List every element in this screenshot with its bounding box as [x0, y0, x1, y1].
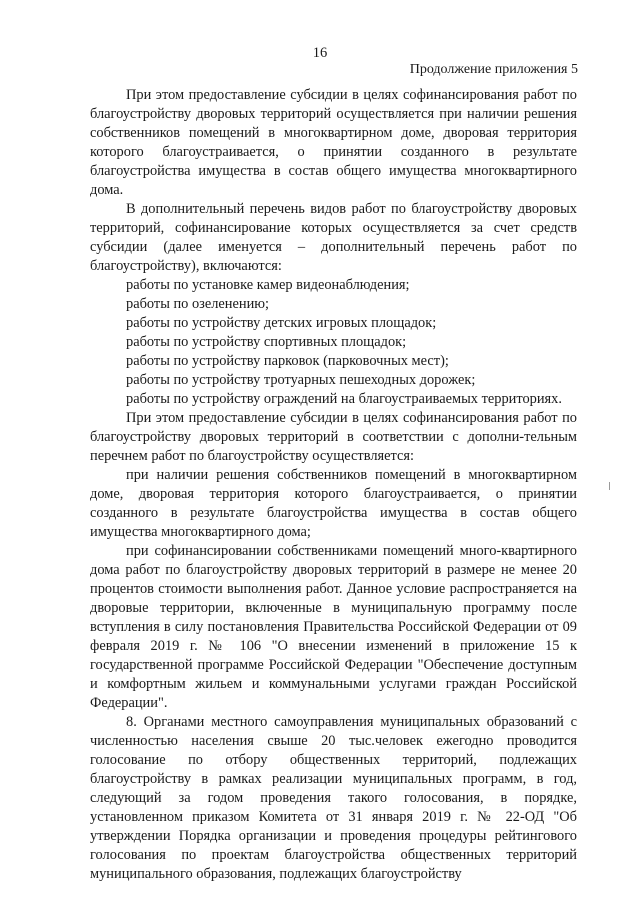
paragraph-subsidy-condition: При этом предоставление субсидии в целях софинансирования работ по благоустройству дворовых территорий осуществляется при наличии решения собственников помещений в многоквартирном доме, дворовая территория которого благоустраивается, о принятии созданного в результате благоустройства имущества в состав общего имущества многоквартирного дома.	[90, 87, 577, 198]
list-item-sidewalks: работы по устройству тротуарных пешеходных дорожек;	[126, 372, 476, 388]
scan-artifact	[609, 482, 610, 490]
paragraph-additional-list-intro: В дополнительный перечень видов работ по благоустройству дворовых территорий, софинансирование которых осуществляется за счет средств субсидии (далее именуется – дополнительный перечень работ по благоустройству), включаются:	[90, 201, 577, 274]
list-item-playgrounds: работы по устройству детских игровых площадок;	[126, 315, 437, 331]
list-item-parking: работы по устройству парковок (парковочных мест);	[126, 353, 449, 369]
page-number: 16	[312, 45, 328, 61]
paragraph-additional-list-condition: При этом предоставление субсидии в целях софинансирования работ по благоустройству дворовых территорий в соответствии с дополни-тельным перечнем работ по благоустройству осуществляется:	[90, 410, 577, 464]
document-body	[90, 86, 577, 884]
paragraph-owners-decision: при наличии решения собственников помещений в многоквартирном доме, дворовая территория которого благоустраивается, о принятии созданного в результате благоустройства имущества в состав общего имущества многоквартирного дома;	[90, 467, 577, 540]
list-item-greening: работы по озеленению;	[126, 296, 270, 312]
list-item-sports-grounds: работы по устройству спортивных площадок;	[126, 334, 407, 350]
list-item-cameras: работы по установке камер видеонаблюдения;	[126, 277, 410, 293]
paragraph-cofinancing-owners: при софинансировании собственниками помещений много-квартирного дома работ по благоустройству дворовых территорий в размере не менее 20 процентов стоимости выполнения работ. Данное условие распространяется на дворовые территории, включенные в муниципальную программу после вступления в силу постановления Правительства Российской Федерации от 09 февраля 2019 г. № 106 "О внесении изменений в приложение 15 к государственной программе Российской Федерации "Обеспечение доступным и комфортным жильем и коммунальными услугами граждан Российской Федерации".	[90, 543, 577, 711]
list-item-fences: работы по устройству ограждений на благоустраиваемых территориях.	[126, 391, 562, 407]
appendix-continuation-label: Продолжение приложения 5	[409, 62, 578, 77]
paragraph-section-8-voting: 8. Органами местного самоуправления муниципальных образований с численностью населения свыше 20 тыс.человек ежегодно проводится голосование по отбору общественных территорий, подлежащих благоустройству в рамках реализации муниципальных программ, в год, следующий за годом проведения такого голосования, в порядке, установленном приказом Комитета от 31 января 2019 г. № 22-ОД "Об утверждении Порядка организации и проведения процедуры рейтингового голосования по проектам благоустройства общественных территорий муниципального образования, подлежащих благоустройству	[90, 714, 577, 882]
